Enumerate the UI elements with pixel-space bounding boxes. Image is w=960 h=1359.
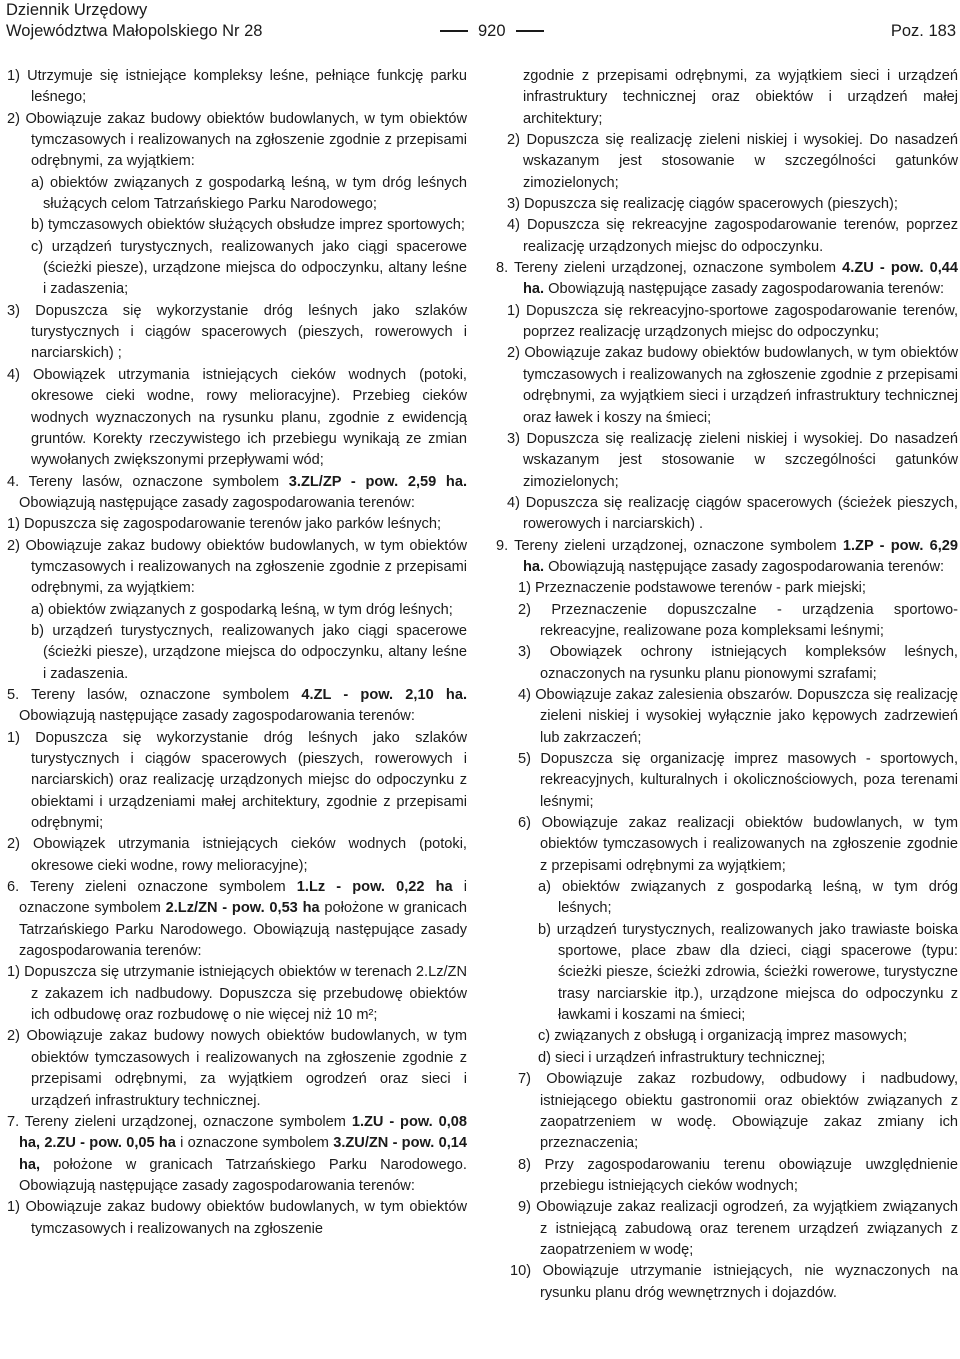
- paragraph: 4) Dopuszcza się realizację ciągów spacerowych (ścieżek pieszych, rowerowych i narciarskich) .: [507, 494, 958, 533]
- paragraph: c) związanych z obsługą i organizacją imprez masowych;: [538, 1028, 908, 1045]
- paragraph: 3) Obowiązek ochrony istniejących kompleksów leśnych, oznaczonych na rysunku planu pionowymi szrafami;: [518, 644, 958, 682]
- paragraph: b) tymczasowych obiektów służących obsłudze imprez sportowych;: [31, 217, 465, 234]
- right-column: [496, 66, 958, 1304]
- paragraph: 2) Przeznaczenie dopuszczalne - urządzenia sportowo- rekreacyjne, realizowane poza kompleksami leśnymi;: [518, 601, 958, 639]
- paragraph: a) obiektów związanych z gospodarką leśną, w tym dróg leśnych;: [538, 879, 958, 917]
- paragraph: 5) Dopuszcza się organizację imprez masowych - sportowych, rekreacyjnych, kulturalnych i okolicznościowych, poza terenami leśnymi;: [518, 751, 958, 810]
- section-heading: 9. Tereny zieleni urządzonej, oznaczone symbolem 1.ZP - pow. 6,29 ha. Obowiązują następujące zasady zagospodarowania terenów:: [496, 537, 959, 575]
- paragraph: 7) Obowiązuje zakaz rozbudowy, odbudowy i nadbudowy, istniejącego obiektu gastronomii oraz obiektów związanych z zaopatrzeniem w wodę. Obowiązuje zakaz zmiany ich przeznaczenia;: [518, 1071, 958, 1152]
- page-header: [0, 0, 960, 44]
- paragraph: 1) Dopuszcza się rekreacyjno-sportowe zagospodarowanie terenów, poprzez realizację urządzonych miejsc do odpoczynku;: [507, 302, 958, 341]
- paragraph: 3) Dopuszcza się wykorzystanie dróg leśnych jako szlaków turystycznych i ciągów spacerowych (pieszych, rowerowych i narciarskich) ;: [7, 302, 467, 362]
- paragraph: 2) Obowiązuje zakaz budowy obiektów budowlanych, w tym obiektów tymczasowych i realizowanych na zgłoszenie zgodnie z przepisami odrębnymi, za wyjątkiem:: [7, 537, 467, 597]
- paragraph: d) sieci i urządzeń infrastruktury technicznej;: [538, 1049, 826, 1066]
- section-heading: 6. Tereny zieleni oznaczone symbolem 1.Lz - pow. 0,22 ha i oznaczone symbolem 2.Lz/ZN - pow. 0,53 ha położone w granicach Tatrzańskiego Parku Narodowego. Obowiązują następujące zasady zagospodarowania terenów:: [7, 879, 468, 960]
- paragraph: 1) Dopuszcza się utrzymanie istniejących obiektów w terenach 2.Lz/ZN z zakazem ich nadbudowy. Dopuszcza się przebudowę obiektów ich odbudowę oraz rozbudowę o nie więcej niż 10 m²;: [7, 964, 467, 1024]
- section-heading: 7. Tereny zieleni urządzonej, oznaczone symbolem 1.ZU - pow. 0,08 ha, 2.ZU - pow. 0,05 ha i oznaczone symbolem 3.ZU/ZN - pow. 0,14 ha, położone w granicach Tatrzańskiego Parku Narodowego. Obowiązują następujące zasady zagospodarowania terenów:: [7, 1113, 468, 1194]
- paragraph: 2) Obowiązek utrzymania istniejących cieków wodnych (potoki, okresowe cieki wodne, rowy melioracyjne);: [7, 836, 467, 874]
- dash-left: [440, 30, 468, 32]
- paragraph: 4) Obowiązuje zakaz zalesienia obszarów. Dopuszcza się realizację zieleni niskiej i wysokiej wyłącznie jako kępowych zadrzewień lub zakrzaczeń;: [518, 686, 958, 746]
- paragraph: 1) Dopuszcza się wykorzystanie dróg leśnych jako szlaków turystycznych i ciągów spacerowych (pieszych, rowerowych i narciarskich) oraz realizację urządzonych miejsc do odpoczynku z obiektami i urządzeniami małej architektury, zgodnie z przepisami odrębnymi;: [7, 729, 467, 832]
- left-column: [7, 66, 467, 1240]
- journal-issue: Województwa Małopolskiego Nr 28: [6, 22, 263, 40]
- paragraph: 1) Przeznaczenie podstawowe terenów - park miejski;: [518, 580, 866, 597]
- paragraph: 3) Dopuszcza się realizację ciągów spacerowych (pieszych);: [507, 196, 898, 213]
- section-heading: 5. Tereny lasów, oznaczone symbolem 4.ZL - pow. 2,10 ha. Obowiązują następujące zasady zagospodarowania terenów:: [7, 686, 468, 725]
- paragraph: 2) Obowiązuje zakaz budowy nowych obiektów budowlanych, w tym obiektów tymczasowych i realizowanych na zgłoszenie zgodnie z przepisami odrębnymi, za wyjątkiem ogrodzeń oraz sieci i urządzeń infrastruktury technicznej.: [7, 1028, 467, 1109]
- paragraph: c) urządzeń turystycznych, realizowanych jako ciągi spacerowe (ścieżki piesze), urządzone miejsca do odpoczynku, altany leśne i zadaszenia;: [31, 238, 467, 298]
- paragraph: zgodnie z przepisami odrębnymi, za wyjątkiem sieci i urządzeń infrastruktury technicznej oraz obiektów i urządzeń małej architektury;: [523, 68, 958, 127]
- section-heading: 4. Tereny lasów, oznaczone symbolem 3.ZL/ZP - pow. 2,59 ha. Obowiązują następujące zasady zagospodarowania terenów:: [7, 473, 467, 511]
- paragraph: 2) Obowiązuje zakaz budowy obiektów budowlanych, w tym obiektów tymczasowych i realizowanych na zgłoszenie zgodnie z przepisami odrębnymi, za wyjątkiem:: [7, 110, 467, 170]
- journal-title: Dziennik Urzędowy: [6, 1, 148, 19]
- paragraph: a) obiektów związanych z gospodarką leśną, w tym dróg leśnych;: [31, 601, 453, 618]
- page-number: 920: [478, 22, 506, 40]
- paragraph: 10) Obowiązuje utrzymanie istniejących, nie wyznaczonych na rysunku planu dróg wewnętrznych i dojazdów.: [510, 1263, 958, 1301]
- paragraph: 8) Przy zagospodarowaniu terenu obowiązuje uwzględnienie przebiegu istniejących cieków wodnych;: [518, 1156, 958, 1194]
- paragraph: 1) Dopuszcza się zagospodarowanie terenów jako parków leśnych;: [7, 516, 441, 533]
- paragraph: 2) Dopuszcza się realizację zieleni niskiej i wysokiej. Do nasadzeń wskazanym jest stosowanie w szczególności gatunków zimozielonych;: [507, 132, 958, 191]
- paragraph: 4) Dopuszcza się rekreacyjne zagospodarowanie terenów, poprzez realizację urządzonych miejsc do odpoczynku.: [507, 217, 958, 255]
- dash-right: [516, 30, 544, 32]
- paragraph: 4) Obowiązek utrzymania istniejących cieków wodnych (potoki, okresowe cieki wodne, rowy melioracyjne). Przebieg cieków wodnych wyznaczonych na rysunku planu, zgodnie z ewidencją gruntów. Korekty rzeczywistego ich przebiegu wynikają ze zmian wywołanych zwiększonymi przepływami wód;: [7, 366, 467, 469]
- paragraph: b) urządzeń turystycznych, realizowanych jako trawiaste boiska sportowe, place zbaw dla dzieci, ciągi spacerowe (typu: ścieżki piesze, ścieżki zdrowia, ścieżki rowerowe, turystyczne trasy narciarskie itp.), urządzone miejsca do odpoczynku z ławkami i koszami na śmieci;: [538, 921, 958, 1024]
- paragraph: 2) Obowiązuje zakaz budowy obiektów budowlanych, w tym obiektów tymczasowych i realizowanych na zgłoszenie zgodnie z przepisami odrębnymi, za wyjątkiem sieci i urządzeń infrastruktury technicznej oraz ławek i koszy na śmieci;: [507, 345, 958, 426]
- position-number: Poz. 183: [890, 22, 956, 40]
- paragraph: 1) Utrzymuje się istniejące kompleksy leśne, pełniące funkcję parku leśnego;: [7, 68, 467, 106]
- paragraph: b) urządzeń turystycznych, realizowanych jako ciągi spacerowe (ścieżki piesze), urządzone miejsca do odpoczynku, altany leśne i zadaszenia.: [31, 622, 467, 682]
- paragraph: 3) Dopuszcza się realizację zieleni niskiej i wysokiej. Do nasadzeń wskazanym jest stosowanie w szczególności gatunków zimozielonych;: [507, 430, 958, 490]
- paragraph: 9) Obowiązuje zakaz realizacji ogrodzeń, za wyjątkiem związanych z istniejącą zabudową oraz terenem urządzeń związanych z zaopatrzeniem w wodę;: [518, 1199, 958, 1258]
- paragraph: 6) Obowiązuje zakaz realizacji obiektów budowlanych, w tym obiektów tymczasowych i realizowanych na zgłoszenie zgodnie z przepisami odrębnymi za wyjątkiem;: [518, 815, 958, 874]
- section-heading: 8. Tereny zieleni urządzonej, oznaczone symbolem 4.ZU - pow. 0,44 ha. Obowiązują następujące zasady zagospodarowania terenów:: [496, 260, 959, 298]
- paragraph: 1) Obowiązuje zakaz budowy obiektów budowlanych, w tym obiektów tymczasowych i realizowanych na zgłoszenie: [7, 1199, 467, 1237]
- page-number-block: [440, 21, 544, 41]
- paragraph: a) obiektów związanych z gospodarką leśną, w tym dróg leśnych służących celom Tatrzańskiego Parku Narodowego;: [31, 174, 467, 213]
